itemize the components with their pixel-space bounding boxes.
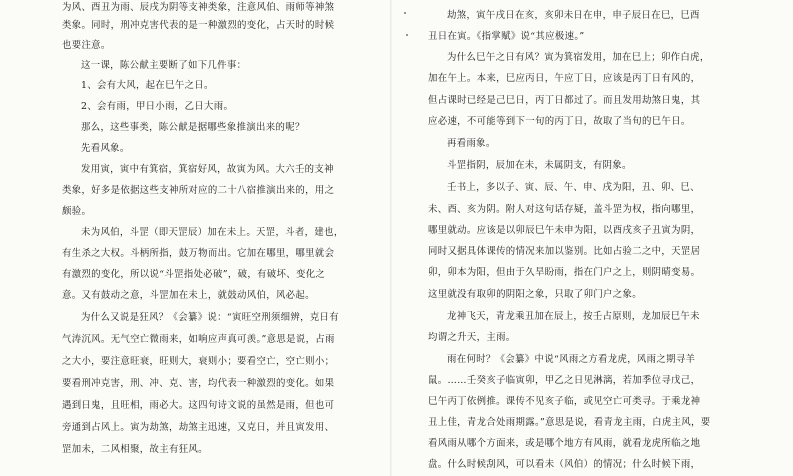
text-line: 劫煞，寅午戌日在亥，亥卯未日在申，申子辰日在巳，巳酉 xyxy=(447,10,700,21)
text-line: 丑上佳，青龙合处雨期露。”意思是说，看青龙主雨，白虎主风，要 xyxy=(428,417,711,428)
text-line: 罡加未，二风相聚，故主有狂风。 xyxy=(62,444,208,455)
text-line: 有激烈的变化，所以说“斗罡指处必破”，破，有破坏、变化之 xyxy=(62,269,326,280)
right-page xyxy=(428,0,718,476)
text-line: 看风雨从哪个方面来，或是哪个地方有风雨，就看龙虎所临之地 xyxy=(428,438,701,449)
text-line: 同时又据具体课传的情况来加以鉴别。比如占验二之中，天罡居 xyxy=(428,246,701,257)
text-line: 类象，好多是依据这些支神所对应的二十八宿推演出来的，用之 xyxy=(62,185,335,196)
text-line: 这一课，陈公献主要断了如下几件事： xyxy=(81,60,247,71)
text-line: 颇验。 xyxy=(62,206,92,217)
text-line: 为什么巳午之日有风？寅为箕宿发用，加在巳上；卯作白虎， xyxy=(447,52,710,63)
left-page xyxy=(62,0,344,476)
text-line: 卯，卯本为阳，但由于久旱盼雨，指在门户之上，则阴晴变易。 xyxy=(428,267,701,278)
text-line: 旁通到占风上。寅为劫煞，劫煞主迅速，又克日，并且寅发用、 xyxy=(62,422,335,433)
text-line: 2、会有雨，甲日小雨，乙日大雨。 xyxy=(81,101,234,112)
text-line: 壬书上，多以子、寅、辰、午、申、戌为阳，丑、卯、巳、 xyxy=(447,182,700,193)
text-line: 未、酉、亥为阴。附人对这句话存疑，盖斗罡为权，指向哪里， xyxy=(428,204,701,215)
text-line: 类象。同时，刑冲克害代表的是一种激烈的变化，占天时的时候 xyxy=(62,20,335,31)
text-line: 加在午上。本来，巳应丙日，午应丁日，应该是丙丁日有风的， xyxy=(428,73,701,84)
text-line: 盘。什么时候刮风，可以看未（风伯）的情况；什么时候下雨， xyxy=(428,459,701,470)
text-line: 1、会有大风，起在巳午之日。 xyxy=(81,80,214,91)
text-line: 要看刑冲克害，刑、冲、克、害，均代表一种激烈的变化。如果 xyxy=(62,378,335,389)
text-line: 龙神飞天，青龙乘丑加在辰上，按壬占原则，龙加辰巳午未 xyxy=(447,311,700,322)
text-line: 气涛沉风。无气空亡微雨来，如响应声真可羡。”意思是说，占雨 xyxy=(62,334,335,345)
text-line: 巳午丙丁依例推。课传不见亥子临，或见空亡可类寻。于乘龙神 xyxy=(428,396,701,407)
text-line: 为什么又说是狂风？《会纂》说：“寅旺空刑须细辨，克日有 xyxy=(81,312,339,323)
text-line: 意。又有鼓动之意，斗罡加在未上，就鼓动风伯，风必起。 xyxy=(62,290,315,301)
text-line: 也要注意。 xyxy=(62,40,111,51)
scan-speck xyxy=(404,12,406,14)
text-line: 鼠。……壬癸亥子临寅卯，甲乙之日见淋漓，若加季位寻戊己， xyxy=(428,375,701,386)
text-line: 雨在何时？《会纂》中说“风雨之方看龙虎，风雨之期寻羊 xyxy=(447,354,696,365)
text-line: 应必速，不可能等到下一旬的丙丁日，故取了当旬的巳午日。 xyxy=(428,116,691,127)
text-line: 均谓之升天，主雨。 xyxy=(428,332,516,343)
text-line: 为风、酉丑为雨、辰戌为阴等支神类象，注意风伯、雨师等神煞 xyxy=(62,2,335,13)
text-line: 这里就没有取卯的阴阳之象，只取了卯门户之象。 xyxy=(428,289,642,300)
text-line: 那么，这些事类，陈公献是据哪些象推演出来的呢？ xyxy=(81,122,305,133)
text-line: 遇到日鬼，且旺相，雨必大。这四句诗文说的虽然是雨，但也可 xyxy=(62,400,335,411)
text-line: 斗罡指阴，辰加在未，未属阴支，有阴象。 xyxy=(447,160,632,171)
text-line: 之大小，要注意旺衰，旺则大，衰则小；要看空亡，空亡则小； xyxy=(62,356,335,367)
text-line: 哪里就动。应该是以卯辰巳午未申为阳，以酉戌亥子丑寅为阴， xyxy=(428,225,701,236)
scan-speck xyxy=(406,34,408,36)
text-line: 发用寅，寅中有箕宿，箕宿好风，故寅为风。大六壬的支神 xyxy=(81,164,334,175)
text-line: 未为风伯，斗罡（即天罡辰）加在未上。天罡，斗者，建也， xyxy=(81,227,344,238)
text-line: 先看风象。 xyxy=(81,143,130,154)
text-line: 有生杀之大权。斗柄所指，鼓万物而出。它加在哪里，哪里就会 xyxy=(62,248,335,259)
book-gutter xyxy=(390,0,392,476)
text-line: 再看雨象。 xyxy=(447,138,496,149)
text-line: 丑日在寅。《指掌赋》说“其应极速。” xyxy=(428,31,585,42)
text-line: 但占课时已经是己巳日，丙丁日都过了。而且发用劫煞日鬼，其 xyxy=(428,95,701,106)
